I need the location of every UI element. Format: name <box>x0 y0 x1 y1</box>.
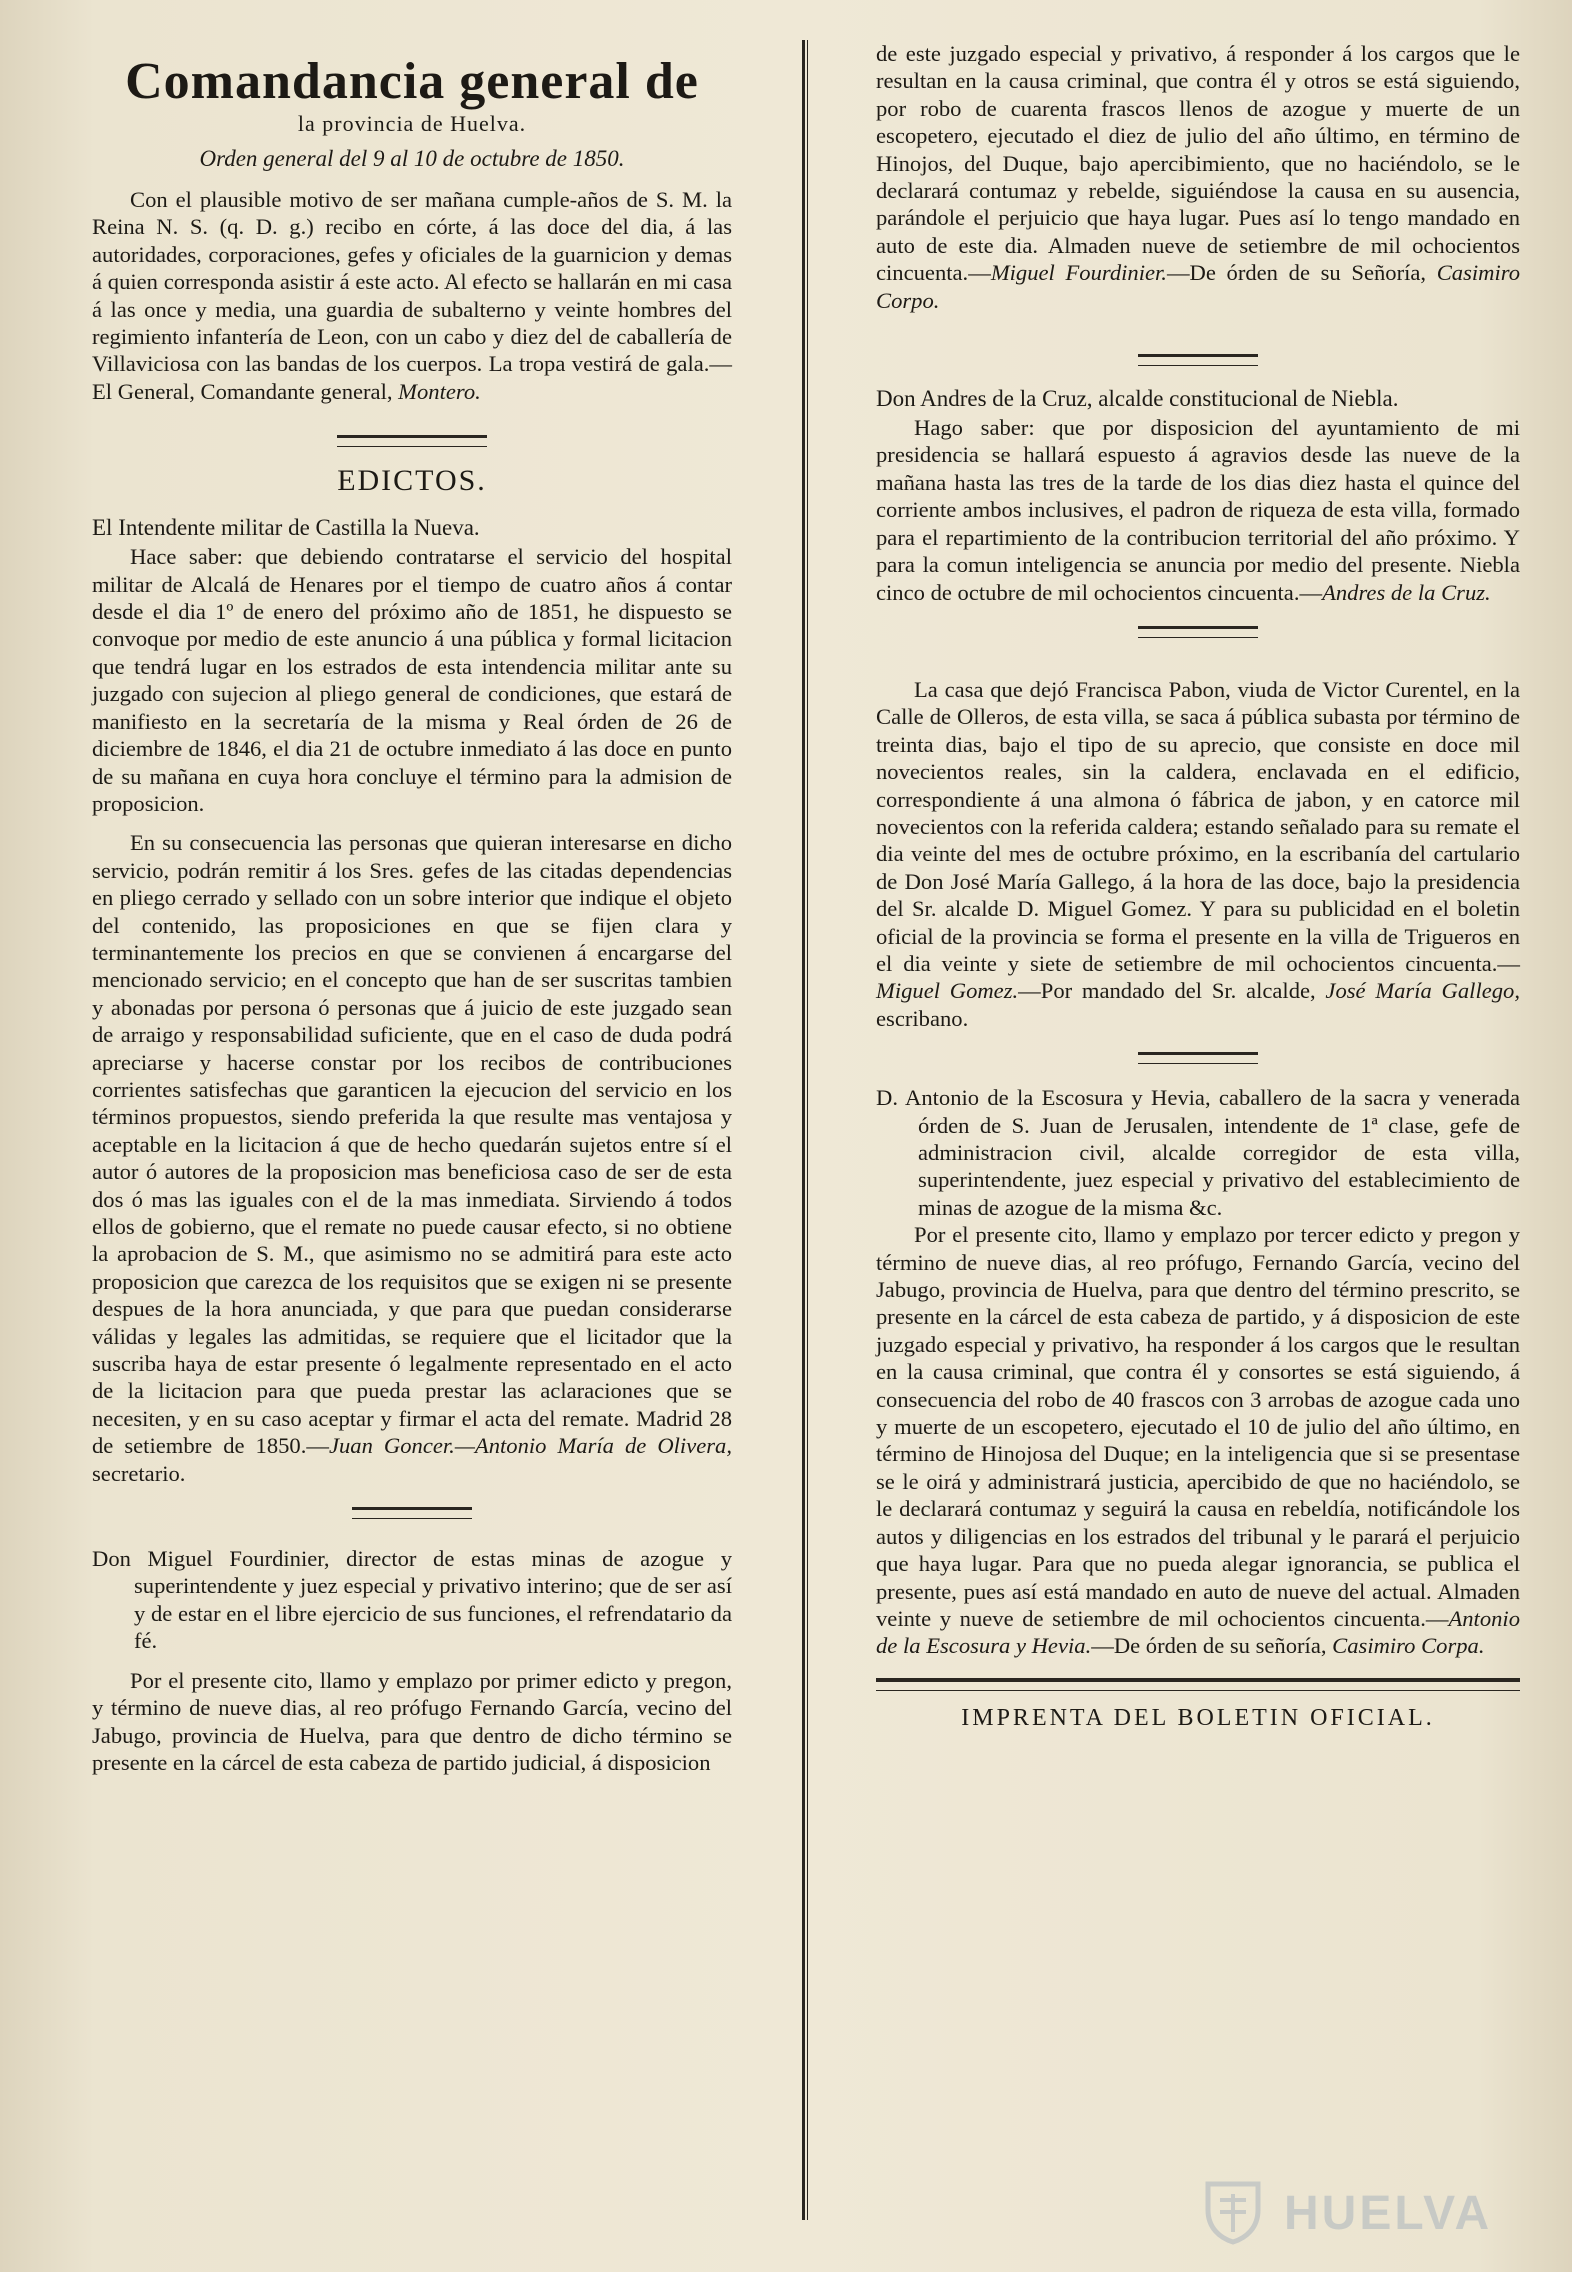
archive-watermark <box>1184 2176 1502 2246</box>
spacer <box>92 1655 732 1667</box>
edict2-heading: Don Miguel Fourdinier, director de estas minas de azogue y superintendente y juez especial y privativo interino; que de ser así y de estar en el libre ejercicio de sus funciones, el refrendatario da fé. <box>92 1546 732 1654</box>
edict2-signature: Miguel Fourdinier. <box>990 260 1167 286</box>
ornament-divider <box>1138 354 1258 366</box>
watermark-text: HUELVA <box>1284 2187 1493 2240</box>
edict3-paragraph-1 <box>876 414 1520 606</box>
edict5-refrendo-name: Casimiro Corpa. <box>1332 1633 1485 1659</box>
edict4-signature: Miguel Gomez. <box>876 978 1019 1004</box>
imprint-line: IMPRENTA DEL BOLETIN OFICIAL. <box>961 1704 1435 1731</box>
column-divider <box>802 40 805 2220</box>
general-order-body: Con el plausible motivo de ser mañana cumple-años de S. M. la Reina N. S. (q. D. g.) recibo en córte, á las doce del dia, á las autoridades, corporaciones, gefes y oficiales de la guarnicion y demas á quien corresponda asistir á este acto. Al efecto se hallarán en mi casa á las once y media, una guardia de subalterno y veinte hombres del regimiento infantería de Leon, con un cabo y diez del de caballería de Villaviciosa con las bandas de los cuerpos. La tropa vestirá de gala.—El General, Comandante general, <box>92 187 732 404</box>
edict3-heading: Don Andres de la Cruz, alcalde constitucional de Niebla. <box>876 386 1399 412</box>
edict4-paragraph-1 <box>876 676 1520 1032</box>
edict5-signature: Antonio de la Escosura y Hevia. <box>876 1605 1520 1659</box>
edict1-paragraph-2 <box>92 829 732 1487</box>
edict1-signature: Juan Goncer.—Antonio María de Olivera, <box>328 1433 732 1459</box>
crest-icon <box>1198 2176 1268 2246</box>
edict4-body: La casa que dejó Francisca Pabon, viuda de Victor Curentel, en la Calle de Olleros, de esta villa, se saca á pública subasta por término de treinta dias, bajo el tipo de su aprecio, que consiste en doce mil novecientos reales, sin la caldera, enclavada en el edificio, correspondiente á una almona ó fábrica de jabon, y en catorce mil novecientos con la referida caldera; estando señalado para su remate el dia veinte del mes de octubre próximo, en la escribanía del cartulario de Don José María Gallego, á la hora de las doce, bajo la presidencia del Sr. alcalde D. Miguel Gomez. Y para su publicidad en el boletin oficial de la provincia se forma el presente en la villa de Trigueros en el dia veinte y siete de setiembre de mil ochocientos cincuenta.— <box>876 676 1520 976</box>
edict3-signature: Andres de la Cruz. <box>1322 579 1491 605</box>
edict1-heading: El Intendente militar de Castilla la Nueva. <box>92 515 480 541</box>
general-order-signature: Montero. <box>398 378 481 404</box>
edict1-signature-role: secretario. <box>92 1460 186 1486</box>
edict5-heading: D. Antonio de la Escosura y Hevia, caballero de la sacra y venerada órden de S. Juan de Jerusalen, intendente de 1ª clase, gefe de administracion civil, alcalde corregidor de esta villa, superintendente, juez especial y privativo del establecimiento de minas de azogue de la misma &c. <box>876 1085 1520 1220</box>
left-column <box>92 40 732 2242</box>
edict1-paragraph-1: Hace saber: que debiendo contratarse el servicio del hospital militar de Alcalá de Henares por el tiempo de cuatro años á contar desde el dia 1º de enero del próximo año de 1851, he dispuesto se convoque por medio de este anuncio á una pública y formal licitacion que tendrá lugar en los estrados de esta intendencia militar ante su juzgado con sujecion al pliego general de condiciones, que estará de manifiesto en la secretaría de la misma y Real órden de 26 de diciembre de 1846, el dia 21 de octubre inmediato á las doce en punto de su mañana en cuya hora concluye el término para la admision de proposicion. <box>92 544 732 816</box>
edict4-signature-2: José María Gallego, <box>1325 978 1520 1004</box>
edict2-refrendo: —De órden de su Señoría, <box>1166 260 1437 286</box>
masthead-subtitle: la provincia de Huelva. <box>297 111 527 136</box>
edict5-body: Por el presente cito, llamo y emplazo por tercer edicto y pregon y término de nueve dias, al reo prófugo, Fernando García, vecino del Jabugo, provincia de Huelva, para que dentro del término prescrito, se presente en la cárcel de esta cabeza de partido, y á disposicion de este juzgado especial y privativo, ha responder á los cargos que le resultan en la causa criminal, que contra él y consortes se está siguiendo, á consecuencia del robo de 40 frascos con 3 arrobas de azogue cada uno y muerte de un escopetero, ejecutado el 10 de julio del año último, en término de Hinojosa del Duque; en la inteligencia que si se presentase se le oirá y administrará justicia, apercibido de que no haciéndolo, se le declarará contumaz y seguirá la causa en rebeldía, notificándole los autos y diligencias en los estrados del tribunal y le parará el perjuicio que haya lugar. Para que no pueda alegar ignorancia, se publica el presente, pues así está mandado en auto de nueve del actual. Almaden veinte y nueve de setiembre de mil ochocientos cincuenta.— <box>876 1222 1520 1631</box>
closing-double-rule <box>876 1678 1520 1691</box>
column-divider-thin <box>807 40 808 2220</box>
spacer <box>92 817 732 829</box>
ornament-divider <box>1138 626 1258 638</box>
edict2-paragraph-1-continued <box>876 40 1520 314</box>
general-order-text <box>92 186 732 405</box>
masthead-title: Comandancia general de <box>125 53 699 110</box>
edict4-mid: —Por mandado del Sr. alcalde, <box>1018 978 1326 1004</box>
ornament-divider <box>337 435 487 447</box>
edict5-refrendo: —De órden de su señoría, <box>1091 1633 1333 1659</box>
edict1-paragraph-2-body: En su consecuencia las personas que quieran interesarse en dicho servicio, podrán remitir á los Sres. gefes de las citadas dependencias en pliego cerrado y sellado con un sobre interior que indique el objeto del contenido, las proposiciones en que se fijen clara y terminantemente los precios en que se convienen á encargarse del mencionado servicio; en el concepto que han de ser suscritas tambien y abonadas por persona ó personas que á juicio de este juzgado sean de arraigo y responsabilidad suficiente, que en el caso de duda podrá apreciarse y hacerse constar por los recibos de contribuciones corrientes satisfechas que garanticen la ejecucion del servicio en los términos propuestos, siendo preferida la que resulte mas ventajosa y aceptable en la licitacion á que de hecho quedarán sujetos entre sí el autor ó autores de la proposicion mas beneficiosa caso de ser de esta dos ó mas las iguales con el de la mas inmediata. Sirviendo á todos ellos de gobierno, que el remate no puede causar efecto, si no obtiene la aprobacion de S. M., que asimismo no se admitirá para este acto proposicion que carezca de los requisitos que se exigen ni se presente despues de la hora anunciada, y que para que puedan considerarse válidas y legales las admitidas, se requiere que el licitador que la suscriba haya de estar presente ó legalmente representado en el acto de la licitacion para que pueda prestar las aclaraciones que se necesiten, y en su caso aceptar y firmar el acta del remate. Madrid 28 de setiembre de 1850.— <box>92 830 732 1459</box>
edict3-body: Hago saber: que por disposicion del ayuntamiento de mi presidencia se hallará espuesto á agravios desde las nueve de la mañana hasta las tres de la tarde de los dias diez hasta el quince del corriente ambos inclusives, el padron de riqueza de esta villa, formado para el repartimiento de la contribucion territorial del año próximo. Y para la comun inteligencia se anuncia por medio del presente. Niebla cinco de octubre de mil ochocientos cincuenta.— <box>876 415 1520 605</box>
edict4-end: escribano. <box>876 1005 969 1031</box>
edict2-continued-body: de este juzgado especial y privativo, á responder á los cargos que le resultan en la causa criminal, que contra él y otros se está siguiendo, por robo de cuarenta frascos llenos de azogue y muerte de un escopetero, ejecutado el diez de julio del año último, en término de Hinojos, del Duque, bajo apercibimiento, que no haciéndolo, se le declarará contumaz y rebelde, siguiéndose la causa en su ausencia, parándole el perjuicio que haya lugar. Pues así lo tengo mandado en auto de este dia. Almaden nueve de setiembre de mil ochocientos cincuenta.— <box>876 41 1520 286</box>
ornament-divider <box>1138 1052 1258 1064</box>
section-title-edictos: EDICTOS. <box>337 464 487 498</box>
edict5-paragraph-1 <box>876 1221 1520 1660</box>
ornament-divider <box>352 1507 472 1519</box>
order-dateline: Orden general del 9 al 10 de octubre de 1850. <box>199 146 625 171</box>
edict2-paragraph-1: Por el presente cito, llamo y emplazo por primer edicto y pregon, y término de nueve dias, al reo prófugo Fernando García, vecino del Jabugo, provincia de Huelva, para que dentro de dicho término se presente en la cárcel de esta cabeza de partido judicial, á disposicion <box>92 1667 732 1775</box>
edict2-refrendo-name: Casimiro Corpo. <box>876 260 1520 313</box>
right-column <box>876 40 1520 2242</box>
